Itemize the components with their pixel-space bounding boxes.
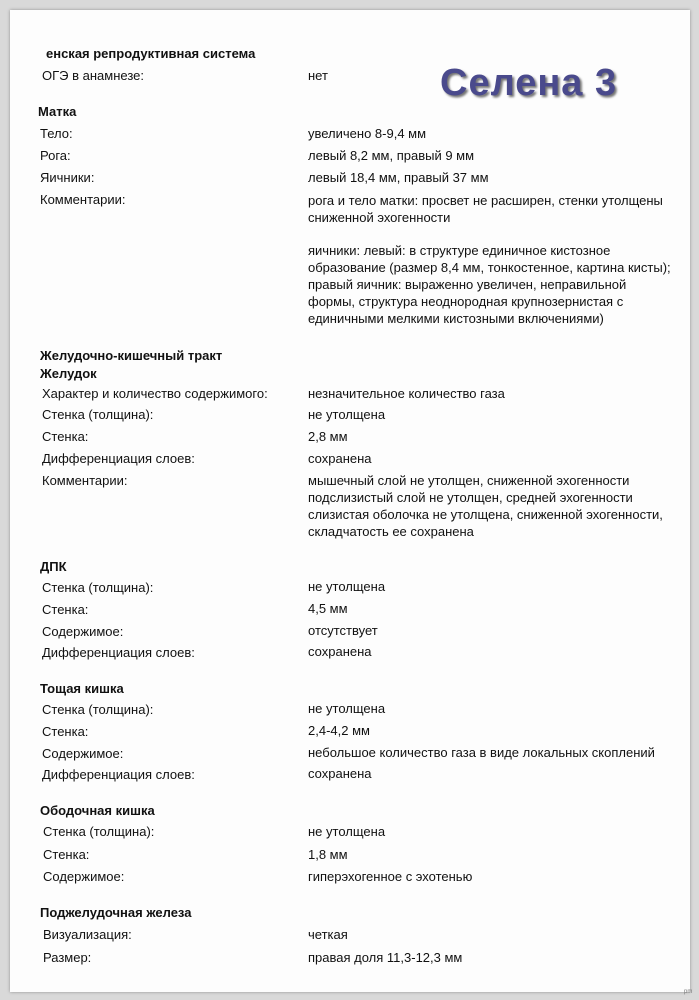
uterus-comments-block-2 — [308, 242, 688, 327]
uterus-body-value: увеличено 8-9,4 мм — [308, 126, 427, 141]
stomach-content-label: Характер и количество содержимого: — [42, 386, 268, 401]
jejunum-diff-label: Дифференциация слоев: — [42, 767, 195, 782]
colon-wall-thickness-label: Стенка (толщина): — [43, 824, 155, 839]
uterus-ovaries-value: левый 18,4 мм, правый 37 мм — [308, 170, 489, 185]
stomach-comment-line: слизистая оболочка не утолщена, сниженной эхогенности, — [308, 507, 663, 522]
stomach-comment-line: подслизистый слой не утолщен, средней эхогенности — [308, 490, 633, 505]
section-title-pancreas: Поджелудочная железа — [40, 905, 192, 920]
stomach-content-value: незначительное количество газа — [308, 386, 505, 401]
stomach-wall-value: 2,8 мм — [308, 429, 348, 444]
uterus-comment-line: формы, структура неоднородная крупнозернистая с — [308, 294, 624, 309]
dpk-content-label: Содержимое: — [42, 624, 124, 639]
uterus-comment-line: рога и тело матки: просвет не расширен, стенки утолщены — [308, 193, 663, 208]
uterus-comment-line: яичники: левый: в структуре единичное кистозное — [308, 243, 611, 258]
uterus-horns-label: Рога: — [40, 148, 71, 163]
page-corner-mark: pm — [684, 989, 693, 995]
jejunum-wall-value: 2,4-4,2 мм — [308, 723, 370, 738]
dpk-wall-value: 4,5 мм — [308, 601, 348, 616]
document-page — [10, 10, 693, 995]
stomach-comments-label: Комментарии: — [42, 473, 128, 488]
history-value: нет — [308, 68, 328, 83]
pancreas-size-value: правая доля 11,3-12,3 мм — [308, 950, 463, 965]
uterus-ovaries-label: Яичники: — [40, 170, 95, 185]
colon-wall-value: 1,8 мм — [308, 847, 348, 862]
dpk-diff-value: сохранена — [308, 644, 372, 659]
colon-content-label: Содержимое: — [43, 869, 125, 884]
section-title-reproductive: енская репродуктивная система — [46, 46, 256, 61]
pancreas-visualization-label: Визуализация: — [43, 927, 132, 942]
section-title-stomach: Желудок — [40, 366, 97, 381]
dpk-wall-thickness-value: не утолщена — [308, 579, 386, 594]
jejunum-content-value: небольшое количество газа в виде локальных скоплений — [308, 745, 655, 760]
stomach-wall-thickness-label: Стенка (толщина): — [42, 407, 154, 422]
uterus-comment-line: единичными мелкими кистозными включениями) — [308, 311, 604, 326]
jejunum-wall-thickness-value: не утолщена — [308, 701, 386, 716]
colon-content-value: гиперэхогенное с эхотенью — [308, 869, 473, 884]
colon-wall-label: Стенка: — [43, 847, 90, 862]
history-label: ОГЭ в анамнезе: — [42, 68, 144, 83]
uterus-comments-block-1 — [308, 192, 688, 226]
uterus-comment-line: сниженной эхогенности — [308, 210, 451, 225]
section-title-gi: Желудочно-кишечный тракт — [40, 348, 223, 363]
section-title-colon: Ободочная кишка — [40, 803, 155, 818]
section-title-jejunum: Тощая кишка — [40, 681, 124, 696]
dpk-diff-label: Дифференциация слоев: — [42, 645, 195, 660]
stomach-diff-label: Дифференциация слоев: — [42, 451, 195, 466]
stomach-wall-label: Стенка: — [42, 429, 89, 444]
pancreas-visualization-value: четкая — [308, 927, 348, 942]
jejunum-content-label: Содержимое: — [42, 746, 124, 761]
uterus-horns-value: левый 8,2 мм, правый 9 мм — [308, 148, 475, 163]
stamp-label: Селена 3 — [440, 62, 618, 104]
jejunum-wall-thickness-label: Стенка (толщина): — [42, 702, 154, 717]
stomach-comment-line: мышечный слой не утолщен, сниженной эхогенности — [308, 473, 630, 488]
stomach-comment-line: складчатость ее сохранена — [308, 524, 474, 539]
dpk-content-value: отсутствует — [308, 623, 378, 638]
pancreas-size-label: Размер: — [43, 950, 92, 965]
uterus-comment-line: правый яичник: выраженно увеличен, неправильной — [308, 277, 627, 292]
jejunum-diff-value: сохранена — [308, 766, 372, 781]
uterus-comment-line: образование (размер 8,4 мм, тонкостенное, картина кисты); — [308, 260, 671, 275]
stomach-wall-thickness-value: не утолщена — [308, 407, 386, 422]
dpk-wall-thickness-label: Стенка (толщина): — [42, 580, 154, 595]
section-title-uterus: Матка — [38, 104, 77, 119]
dpk-wall-label: Стенка: — [42, 602, 89, 617]
uterus-body-label: Тело: — [40, 126, 73, 141]
section-title-dpk: ДПК — [40, 559, 67, 574]
colon-wall-thickness-value: не утолщена — [308, 824, 386, 839]
stomach-diff-value: сохранена — [308, 451, 372, 466]
stomach-comments-block — [308, 472, 688, 540]
jejunum-wall-label: Стенка: — [42, 724, 89, 739]
uterus-comments-label: Комментарии: — [40, 192, 126, 207]
